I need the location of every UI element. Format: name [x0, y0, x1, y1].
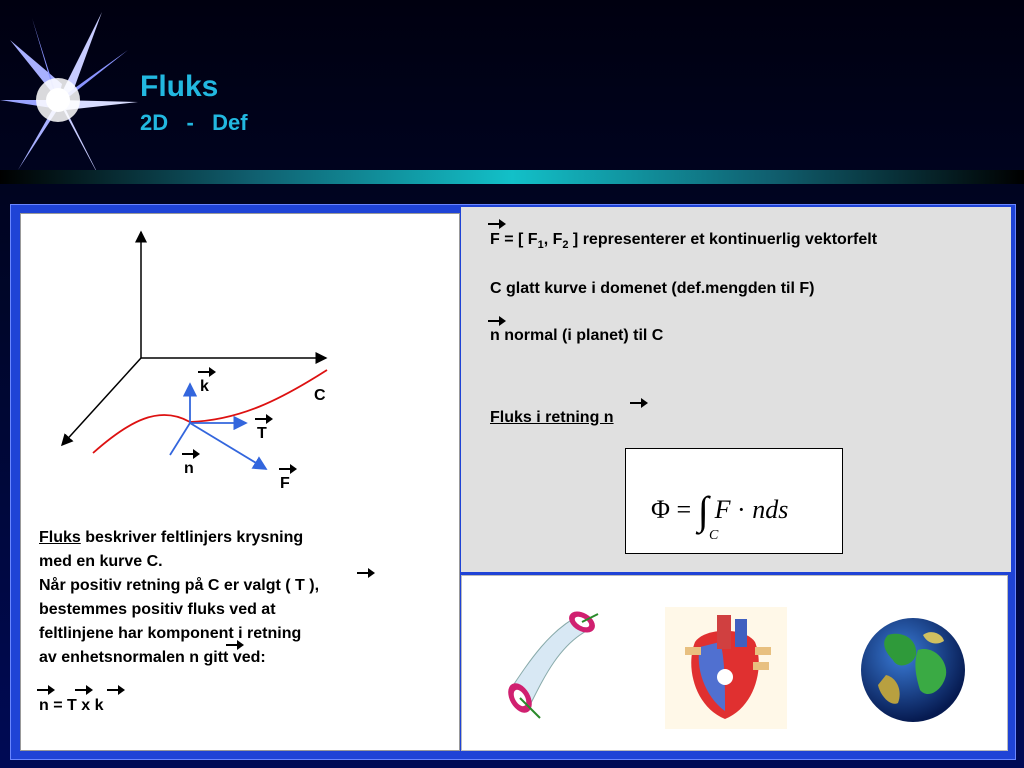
- def1-sub1: 1: [537, 239, 544, 252]
- text-line-3-b: ),: [304, 577, 320, 594]
- vector-arrow: [279, 468, 293, 470]
- formula-ds: ds: [765, 495, 789, 524]
- flux-heading: Fluks i retning n: [490, 409, 614, 426]
- text-line-1: [39, 529, 303, 547]
- def3-rest: normal (i planet) til C: [499, 327, 664, 344]
- text-line-5: feltlinjene har komponent i retning: [39, 625, 302, 642]
- formula-dot: ·: [730, 495, 753, 524]
- def3-n: n: [490, 327, 500, 344]
- text-line-3: [39, 577, 319, 595]
- label-k: k: [200, 378, 209, 395]
- text-line-1-rest: beskriver feltlinjers krysning: [80, 529, 304, 546]
- text-line-3-a: Når positiv retning på C er valgt (: [39, 577, 296, 594]
- vector-arrow: [75, 689, 89, 691]
- heart-diagram-image: [665, 607, 787, 729]
- def1-f: F: [490, 231, 500, 248]
- vector-arrow: [357, 572, 371, 574]
- text-line-6-n: n: [189, 649, 200, 666]
- formula-subscript: C: [709, 528, 719, 543]
- eq-cross: x: [76, 697, 95, 714]
- definition-curve: C glatt kurve i domenet (def.mengden til F): [490, 280, 815, 297]
- label-f: F: [280, 475, 290, 492]
- eq-n: n: [39, 697, 49, 714]
- vector-arrow: [37, 689, 51, 691]
- slide-title: Fluks: [140, 70, 219, 103]
- flux-formula-box: [625, 448, 843, 554]
- flux-formula: [651, 481, 789, 533]
- label-c: C: [314, 387, 326, 404]
- def1-sub2: 2: [562, 239, 569, 252]
- vector-arrow: [630, 402, 644, 404]
- label-n: n: [184, 460, 194, 477]
- def1-rest: ] representerer et kontinuerlig vektorfelt: [568, 231, 878, 248]
- text-line-3-t: T: [295, 577, 305, 594]
- formula-f: F: [714, 495, 731, 524]
- vector-arrow: [255, 418, 269, 420]
- vector-arrow: [488, 320, 502, 322]
- formula-integral: ∫: [697, 488, 709, 533]
- vector-f: [190, 423, 266, 469]
- def1-mid: , F: [543, 231, 563, 248]
- text-line-6: [39, 649, 266, 667]
- text-line-4: bestemmes positiv fluks ved at: [39, 601, 276, 618]
- definition-vector-field: [490, 231, 877, 251]
- formula-phi: Φ: [651, 495, 671, 524]
- formula-eq: =: [670, 495, 698, 524]
- curve-c: [93, 370, 327, 453]
- eq-k: k: [94, 697, 104, 714]
- earth-globe-image: [858, 615, 968, 725]
- vector-arrow: [226, 644, 240, 646]
- text-line-2: med en kurve C.: [39, 553, 163, 570]
- text-line-6-a: av enhetsnormalen: [39, 649, 190, 666]
- definition-normal: [490, 327, 663, 345]
- vector-arrow: [182, 453, 196, 455]
- flow-tube-image: [490, 600, 600, 740]
- formula-n: n: [752, 495, 766, 524]
- def1-open: = [ F: [499, 231, 538, 248]
- eq-t: T: [67, 697, 77, 714]
- slide-subtitle: 2D - Def: [140, 110, 248, 135]
- axis-x: [62, 358, 141, 445]
- vector-n: [170, 423, 190, 455]
- normal-equation: [39, 697, 104, 715]
- vector-arrow: [488, 223, 502, 225]
- eq-equals: =: [48, 697, 68, 714]
- label-t: T: [257, 425, 267, 442]
- vector-arrow: [198, 371, 212, 373]
- text-line-6-b: gitt ved:: [199, 649, 266, 666]
- flux-diagram: [0, 0, 460, 520]
- vector-arrow: [107, 689, 121, 691]
- fluks-term: Fluks: [39, 529, 81, 546]
